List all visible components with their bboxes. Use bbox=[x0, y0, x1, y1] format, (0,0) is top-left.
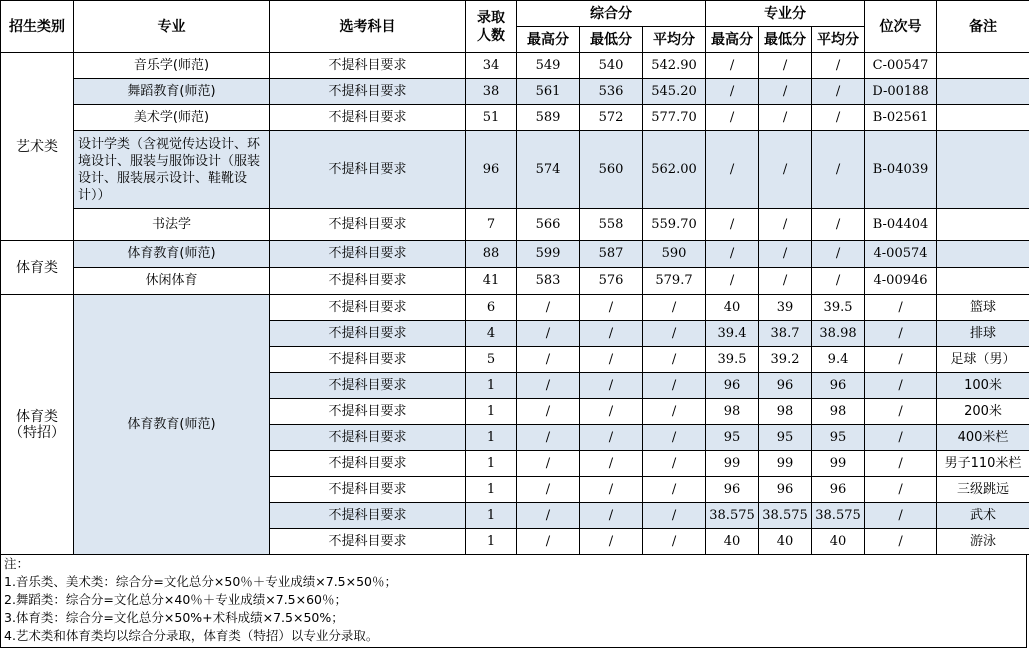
professional-max-cell: 98 bbox=[706, 399, 759, 425]
composite-min-cell: 572 bbox=[580, 105, 643, 131]
rank-cell: B-04039 bbox=[865, 131, 937, 209]
professional-max-cell: 39.4 bbox=[706, 321, 759, 347]
enroll-cell: 38 bbox=[466, 79, 517, 105]
professional-max-cell: / bbox=[706, 268, 759, 295]
professional-avg-cell: 9.4 bbox=[812, 347, 865, 373]
header-subjects: 选考科目 bbox=[270, 1, 466, 53]
enroll-cell: 1 bbox=[466, 451, 517, 477]
header-enroll: 录取人数 bbox=[466, 1, 517, 53]
professional-max-cell: 40 bbox=[706, 295, 759, 321]
composite-max-cell: 589 bbox=[517, 105, 580, 131]
professional-max-cell: / bbox=[706, 105, 759, 131]
remark-cell bbox=[937, 209, 1029, 241]
professional-min-cell: / bbox=[759, 268, 812, 295]
header-rank: 位次号 bbox=[865, 1, 937, 53]
professional-min-cell: 38.7 bbox=[759, 321, 812, 347]
rank-cell: / bbox=[865, 399, 937, 425]
enroll-cell: 7 bbox=[466, 209, 517, 241]
professional-min-cell: 39.2 bbox=[759, 347, 812, 373]
subjects-cell: 不提科目要求 bbox=[270, 79, 466, 105]
subjects-cell: 不提科目要求 bbox=[270, 503, 466, 529]
subjects-cell: 不提科目要求 bbox=[270, 529, 466, 555]
professional-avg-cell: / bbox=[812, 105, 865, 131]
composite-min-cell: 536 bbox=[580, 79, 643, 105]
composite-max-cell: / bbox=[517, 529, 580, 555]
enroll-cell: 6 bbox=[466, 295, 517, 321]
subjects-cell: 不提科目要求 bbox=[270, 131, 466, 209]
composite-max-cell: / bbox=[517, 451, 580, 477]
remark-cell: 排球 bbox=[937, 321, 1029, 347]
table-row bbox=[1, 209, 1029, 241]
category-sport-special: 体育类 （特招） bbox=[1, 295, 74, 555]
enroll-cell: 5 bbox=[466, 347, 517, 373]
remark-cell: 男子110米栏 bbox=[937, 451, 1029, 477]
rank-cell: / bbox=[865, 503, 937, 529]
professional-avg-cell: 95 bbox=[812, 425, 865, 451]
professional-avg-cell: / bbox=[812, 131, 865, 209]
composite-max-cell: / bbox=[517, 321, 580, 347]
composite-max-cell: / bbox=[517, 477, 580, 503]
subjects-cell: 不提科目要求 bbox=[270, 268, 466, 295]
header-category: 招生类别 bbox=[1, 1, 74, 53]
major-cell: 美术学(师范) bbox=[74, 105, 270, 131]
professional-max-cell: 96 bbox=[706, 373, 759, 399]
rank-cell: / bbox=[865, 347, 937, 373]
composite-min-cell: / bbox=[580, 425, 643, 451]
enroll-cell: 4 bbox=[466, 321, 517, 347]
composite-min-cell: / bbox=[580, 399, 643, 425]
rank-cell: B-04404 bbox=[865, 209, 937, 241]
enroll-cell: 1 bbox=[466, 399, 517, 425]
composite-avg-cell: 590 bbox=[643, 241, 706, 268]
composite-avg-cell: 545.20 bbox=[643, 79, 706, 105]
professional-max-cell: 95 bbox=[706, 425, 759, 451]
composite-max-cell: / bbox=[517, 295, 580, 321]
composite-max-cell: / bbox=[517, 373, 580, 399]
table-row bbox=[1, 295, 1029, 321]
professional-min-cell: 95 bbox=[759, 425, 812, 451]
remark-cell bbox=[937, 105, 1029, 131]
composite-max-cell: 549 bbox=[517, 53, 580, 79]
table-row bbox=[1, 241, 1029, 268]
subjects-cell: 不提科目要求 bbox=[270, 321, 466, 347]
composite-min-cell: 540 bbox=[580, 53, 643, 79]
header-major: 专业 bbox=[74, 1, 270, 53]
note-line: 2.舞蹈类：综合分=文化总分×40％＋专业成绩×7.5×60％； bbox=[4, 592, 348, 607]
professional-avg-cell: 98 bbox=[812, 399, 865, 425]
professional-avg-cell: / bbox=[812, 241, 865, 268]
remark-cell: 篮球 bbox=[937, 295, 1029, 321]
professional-avg-cell: 39.5 bbox=[812, 295, 865, 321]
composite-max-cell: / bbox=[517, 399, 580, 425]
professional-min-cell: 96 bbox=[759, 477, 812, 503]
composite-avg-cell: 562.00 bbox=[643, 131, 706, 209]
subjects-cell: 不提科目要求 bbox=[270, 241, 466, 268]
subjects-cell: 不提科目要求 bbox=[270, 451, 466, 477]
table-row bbox=[1, 53, 1029, 79]
enroll-cell: 96 bbox=[466, 131, 517, 209]
composite-avg-cell: / bbox=[643, 477, 706, 503]
header-professional-max: 最高分 bbox=[706, 27, 759, 53]
remark-cell: 三级跳远 bbox=[937, 477, 1029, 503]
composite-avg-cell: 542.90 bbox=[643, 53, 706, 79]
rank-cell: / bbox=[865, 321, 937, 347]
composite-min-cell: / bbox=[580, 529, 643, 555]
composite-avg-cell: / bbox=[643, 399, 706, 425]
professional-max-cell: / bbox=[706, 53, 759, 79]
header-professional-min: 最低分 bbox=[759, 27, 812, 53]
subjects-cell: 不提科目要求 bbox=[270, 399, 466, 425]
composite-min-cell: / bbox=[580, 347, 643, 373]
category-art: 艺术类 bbox=[1, 53, 74, 241]
composite-avg-cell: 577.70 bbox=[643, 105, 706, 131]
rank-cell: / bbox=[865, 295, 937, 321]
composite-max-cell: 599 bbox=[517, 241, 580, 268]
rank-cell: / bbox=[865, 373, 937, 399]
major-cell: 设计学类（含视觉传达设计、环境设计、服装与服饰设计（服装设计、服装展示设计、鞋靴设计）） bbox=[74, 131, 270, 209]
professional-avg-cell: 96 bbox=[812, 477, 865, 503]
subjects-cell: 不提科目要求 bbox=[270, 425, 466, 451]
composite-max-cell: 583 bbox=[517, 268, 580, 295]
composite-max-cell: / bbox=[517, 347, 580, 373]
header-composite-avg: 平均分 bbox=[643, 27, 706, 53]
professional-max-cell: 38.575 bbox=[706, 503, 759, 529]
rank-cell: / bbox=[865, 529, 937, 555]
professional-min-cell: / bbox=[759, 105, 812, 131]
professional-min-cell: / bbox=[759, 131, 812, 209]
professional-min-cell: 99 bbox=[759, 451, 812, 477]
enroll-cell: 1 bbox=[466, 529, 517, 555]
major-cell: 舞蹈教育(师范) bbox=[74, 79, 270, 105]
professional-max-cell: / bbox=[706, 209, 759, 241]
subjects-cell: 不提科目要求 bbox=[270, 209, 466, 241]
professional-min-cell: 38.575 bbox=[759, 503, 812, 529]
remark-cell bbox=[937, 79, 1029, 105]
enroll-cell: 88 bbox=[466, 241, 517, 268]
composite-min-cell: / bbox=[580, 373, 643, 399]
remark-cell: 200米 bbox=[937, 399, 1029, 425]
subjects-cell: 不提科目要求 bbox=[270, 53, 466, 79]
composite-avg-cell: / bbox=[643, 321, 706, 347]
composite-avg-cell: 559.70 bbox=[643, 209, 706, 241]
category-sport: 体育类 bbox=[1, 241, 74, 295]
composite-avg-cell: / bbox=[643, 451, 706, 477]
composite-avg-cell: / bbox=[643, 373, 706, 399]
header-professional: 专业分 bbox=[706, 1, 865, 27]
professional-avg-cell: / bbox=[812, 268, 865, 295]
composite-max-cell: 566 bbox=[517, 209, 580, 241]
composite-avg-cell: 579.7 bbox=[643, 268, 706, 295]
professional-avg-cell: 38.575 bbox=[812, 503, 865, 529]
subjects-cell: 不提科目要求 bbox=[270, 373, 466, 399]
enroll-cell: 41 bbox=[466, 268, 517, 295]
table-row bbox=[1, 131, 1029, 209]
major-cell: 书法学 bbox=[74, 209, 270, 241]
professional-avg-cell: 96 bbox=[812, 373, 865, 399]
professional-max-cell: / bbox=[706, 79, 759, 105]
notes-heading: 注： bbox=[4, 556, 30, 571]
table-row bbox=[1, 79, 1029, 105]
subjects-cell: 不提科目要求 bbox=[270, 347, 466, 373]
professional-max-cell: 99 bbox=[706, 451, 759, 477]
rank-cell: C-00547 bbox=[865, 53, 937, 79]
table-row bbox=[1, 268, 1029, 295]
composite-min-cell: 560 bbox=[580, 131, 643, 209]
rank-cell: 4-00574 bbox=[865, 241, 937, 268]
composite-min-cell: / bbox=[580, 477, 643, 503]
notes-section bbox=[0, 554, 1027, 648]
note-line: 1.音乐类、美术类：综合分=文化总分×50％＋专业成绩×7.5×50％； bbox=[4, 574, 398, 589]
remark-cell bbox=[937, 53, 1029, 79]
major-cell: 休闲体育 bbox=[74, 268, 270, 295]
composite-avg-cell: / bbox=[643, 503, 706, 529]
composite-min-cell: 558 bbox=[580, 209, 643, 241]
enroll-cell: 1 bbox=[466, 477, 517, 503]
professional-min-cell: 39 bbox=[759, 295, 812, 321]
professional-min-cell: / bbox=[759, 53, 812, 79]
major-cell: 体育教育(师范) bbox=[74, 241, 270, 268]
composite-min-cell: / bbox=[580, 503, 643, 529]
remark-cell: 武术 bbox=[937, 503, 1029, 529]
rank-cell: B-02561 bbox=[865, 105, 937, 131]
major-cell: 体育教育(师范) bbox=[74, 295, 270, 555]
composite-min-cell: / bbox=[580, 321, 643, 347]
subjects-cell: 不提科目要求 bbox=[270, 477, 466, 503]
major-cell: 音乐学(师范) bbox=[74, 53, 270, 79]
composite-avg-cell: / bbox=[643, 529, 706, 555]
note-line: 3.体育类：综合分=文化总分×50%+术科成绩×7.5×50%； bbox=[4, 610, 344, 625]
professional-min-cell: / bbox=[759, 209, 812, 241]
header-composite: 综合分 bbox=[517, 1, 706, 27]
header-remark: 备注 bbox=[937, 1, 1029, 53]
subjects-cell: 不提科目要求 bbox=[270, 295, 466, 321]
enroll-cell: 1 bbox=[466, 373, 517, 399]
composite-max-cell: 561 bbox=[517, 79, 580, 105]
professional-avg-cell: / bbox=[812, 209, 865, 241]
header-composite-max: 最高分 bbox=[517, 27, 580, 53]
enroll-cell: 34 bbox=[466, 53, 517, 79]
enroll-cell: 51 bbox=[466, 105, 517, 131]
professional-min-cell: 40 bbox=[759, 529, 812, 555]
rank-cell: / bbox=[865, 425, 937, 451]
table-row bbox=[1, 105, 1029, 131]
remark-cell bbox=[937, 268, 1029, 295]
professional-avg-cell: 40 bbox=[812, 529, 865, 555]
composite-avg-cell: / bbox=[643, 425, 706, 451]
rank-cell: / bbox=[865, 451, 937, 477]
professional-min-cell: / bbox=[759, 79, 812, 105]
professional-max-cell: 40 bbox=[706, 529, 759, 555]
remark-cell: 400米栏 bbox=[937, 425, 1029, 451]
composite-min-cell: 576 bbox=[580, 268, 643, 295]
subjects-cell: 不提科目要求 bbox=[270, 105, 466, 131]
remark-cell: 100米 bbox=[937, 373, 1029, 399]
remark-cell: 足球（男） bbox=[937, 347, 1029, 373]
professional-max-cell: / bbox=[706, 131, 759, 209]
composite-min-cell: 587 bbox=[580, 241, 643, 268]
professional-min-cell: 96 bbox=[759, 373, 812, 399]
remark-cell bbox=[937, 131, 1029, 209]
professional-avg-cell: 99 bbox=[812, 451, 865, 477]
professional-min-cell: / bbox=[759, 241, 812, 268]
professional-avg-cell: 38.98 bbox=[812, 321, 865, 347]
rank-cell: 4-00946 bbox=[865, 268, 937, 295]
enroll-cell: 1 bbox=[466, 425, 517, 451]
professional-max-cell: 39.5 bbox=[706, 347, 759, 373]
enroll-cell: 1 bbox=[466, 503, 517, 529]
rank-cell: / bbox=[865, 477, 937, 503]
remark-cell bbox=[937, 241, 1029, 268]
professional-max-cell: 96 bbox=[706, 477, 759, 503]
remark-cell: 游泳 bbox=[937, 529, 1029, 555]
composite-max-cell: / bbox=[517, 503, 580, 529]
composite-max-cell: 574 bbox=[517, 131, 580, 209]
composite-min-cell: / bbox=[580, 295, 643, 321]
composite-avg-cell: / bbox=[643, 295, 706, 321]
professional-avg-cell: / bbox=[812, 79, 865, 105]
composite-max-cell: / bbox=[517, 425, 580, 451]
note-line: 4.艺术类和体育类均以综合分录取，体育类（特招）以专业分录取。 bbox=[4, 628, 379, 643]
professional-max-cell: / bbox=[706, 241, 759, 268]
composite-avg-cell: / bbox=[643, 347, 706, 373]
rank-cell: D-00188 bbox=[865, 79, 937, 105]
professional-min-cell: 98 bbox=[759, 399, 812, 425]
header-composite-min: 最低分 bbox=[580, 27, 643, 53]
header-professional-avg: 平均分 bbox=[812, 27, 865, 53]
professional-avg-cell: / bbox=[812, 53, 865, 79]
composite-min-cell: / bbox=[580, 451, 643, 477]
